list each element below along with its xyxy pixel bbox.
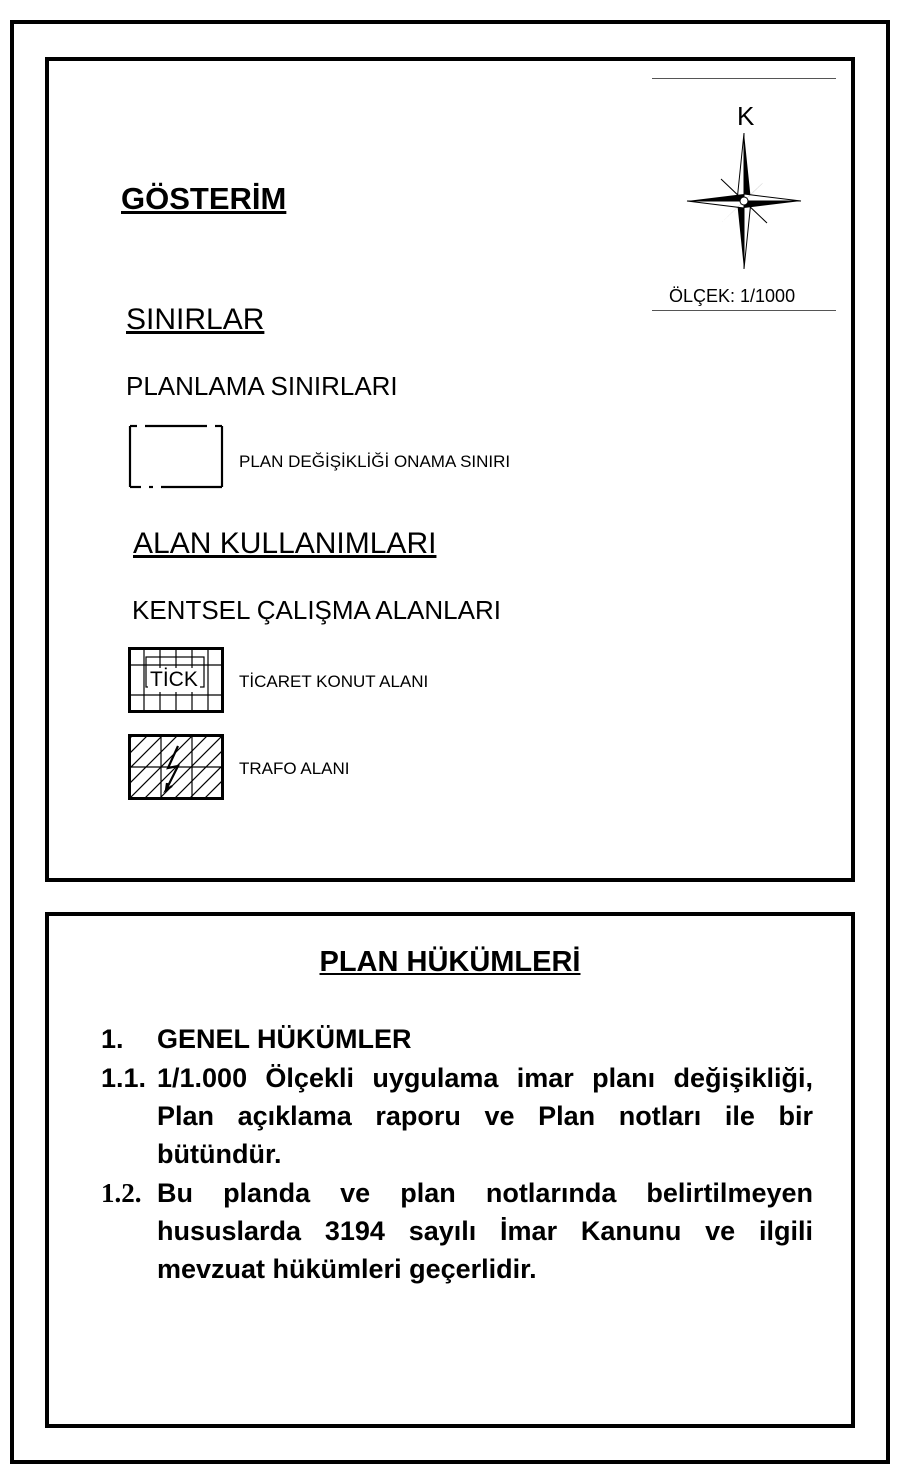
- rule-text: 1/1.000 Ölçekli uygulama imar planı değişikliği, Plan açıklama raporu ve Plan notları ile bir bütündür.: [157, 1063, 813, 1169]
- dashed-boundary-icon: [127, 423, 227, 493]
- plan-rules-panel: [45, 912, 855, 1428]
- rule-section: [101, 1059, 813, 1173]
- rule-text: Bu planda ve plan notlarında belirtilmeyen hususlarda 3194 sayılı İmar Kanunu ve ilgili mevzuat hükümleri geçerlidir.: [157, 1178, 813, 1284]
- legend-item-label: PLAN DEĞİŞİKLİĞİ ONAMA SINIRI: [239, 452, 511, 471]
- legend-item-label: TİCARET KONUT ALANI: [239, 672, 429, 691]
- legend-title: GÖSTERİM: [121, 181, 287, 216]
- commercial-residential-legend-icon: [128, 647, 224, 713]
- rule-section: [101, 1174, 813, 1288]
- north-bottom-rule: [652, 310, 836, 311]
- land-use-heading: ALAN KULLANIMLARI: [133, 527, 437, 560]
- rule-number: 1.: [101, 1024, 124, 1054]
- rule-number: 1.1.: [101, 1063, 147, 1093]
- diagonal-hatch-lightning-icon: [128, 734, 224, 800]
- plan-rules-title-text: PLAN HÜKÜMLERİ: [319, 946, 581, 978]
- planning-boundaries-subheading: PLANLAMA SINIRLARI: [126, 371, 398, 401]
- rule-section: [101, 1020, 813, 1058]
- rule-text: GENEL HÜKÜMLER: [157, 1024, 412, 1054]
- north-top-rule: [652, 78, 836, 79]
- north-arrow-icon: [685, 131, 803, 271]
- rule-number: 1.2.: [101, 1178, 142, 1208]
- legend-panel: [45, 57, 855, 882]
- legend-item-label: TRAFO ALANI: [239, 759, 350, 778]
- commercial-residential-code: TİCK: [150, 668, 198, 691]
- plan-rules-title: [49, 946, 851, 979]
- urban-work-areas-subheading: KENTSEL ÇALIŞMA ALANLARI: [132, 595, 501, 625]
- scale-label: ÖLÇEK: 1/1000: [669, 286, 796, 306]
- north-label: K: [737, 101, 755, 131]
- boundaries-heading: SINIRLAR: [126, 303, 265, 336]
